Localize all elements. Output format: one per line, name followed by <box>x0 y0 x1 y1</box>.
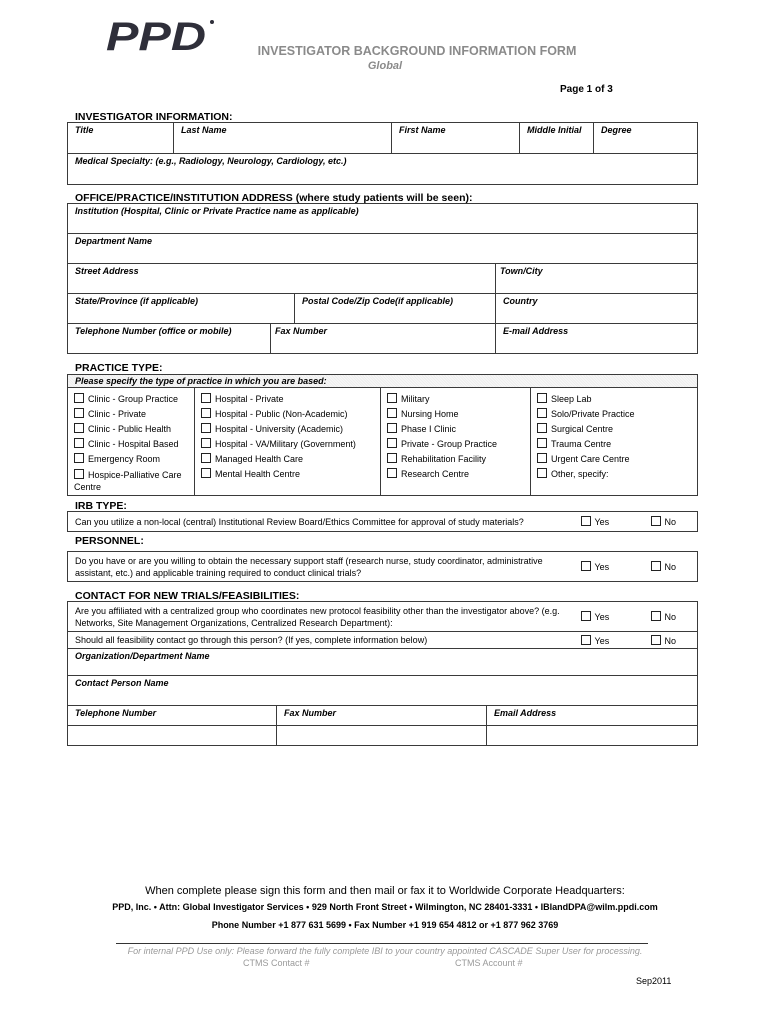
practice-option[interactable]: Sleep Lab <box>537 392 691 407</box>
ctms-contact-label: CTMS Contact # <box>243 958 310 968</box>
practice-option[interactable]: Emergency Room <box>74 452 188 467</box>
footer-phones: Phone Number +1 877 631 5699 • Fax Number +1 919 654 4812 or +1 877 962 3769 <box>211 920 559 930</box>
checkbox[interactable] <box>387 393 397 403</box>
checkbox[interactable] <box>201 453 211 463</box>
practice-option[interactable]: Private - Group Practice <box>387 437 524 452</box>
checkbox[interactable] <box>387 423 397 433</box>
practice-option[interactable]: Military <box>387 392 524 407</box>
practice-option[interactable]: Nursing Home <box>387 407 524 422</box>
checkbox[interactable] <box>74 453 84 463</box>
investigator-heading: INVESTIGATOR INFORMATION: <box>75 111 233 123</box>
practice-option[interactable]: Phase I Clinic <box>387 422 524 437</box>
page-number: Page 1 of 3 <box>560 84 613 95</box>
contact-table <box>67 601 698 746</box>
irb-table <box>67 511 698 532</box>
ctms-account-label: CTMS Account # <box>455 958 523 968</box>
checkbox[interactable] <box>387 438 397 448</box>
checkbox[interactable] <box>537 423 547 433</box>
svg-text:PPD: PPD <box>106 17 206 53</box>
irb-question: Can you utilize a non-local (central) Institutional Review Board/Ethics Committee for approval of study materials? <box>68 512 574 532</box>
feasibility-question-1: Are you affiliated with a centralized group who coordinates new protocol feasibility other than the investigator above? (e.g. Networks, Site Management Organizations, Centralized Research Department): <box>68 602 574 632</box>
address-heading: OFFICE/PRACTICE/INSTITUTION ADDRESS (where study patients will be seen): <box>75 192 473 204</box>
irb-yes-option[interactable]: Yes <box>574 512 644 532</box>
contact-telephone-label: Telephone Number <box>68 706 277 726</box>
checkbox[interactable] <box>387 453 397 463</box>
postal-code-field[interactable]: Postal Code/Zip Code(if applicable) <box>295 294 496 324</box>
internal-use-note: For internal PPD Use only: Please forward the fully complete IBI to your country appointed CASCADE Super User for processing. <box>127 946 643 956</box>
practice-option[interactable]: Other, specify: <box>537 467 691 482</box>
practice-option[interactable]: Clinic - Group Practice <box>74 392 188 407</box>
checkbox[interactable] <box>74 438 84 448</box>
contact-fax-input[interactable] <box>277 726 487 746</box>
practice-option[interactable]: Hospital - Private <box>201 392 374 407</box>
investigator-table <box>67 122 698 185</box>
irb-heading: IRB TYPE: <box>75 500 127 512</box>
practice-type-heading: PRACTICE TYPE: <box>75 362 163 374</box>
checkbox[interactable] <box>581 516 591 526</box>
checkbox[interactable] <box>74 423 84 433</box>
q1-yes-option[interactable]: Yes <box>574 602 644 632</box>
checkbox[interactable] <box>537 438 547 448</box>
practice-option[interactable]: Managed Health Care <box>201 452 374 467</box>
practice-option[interactable]: Hospice-Palliative Care Centre <box>74 470 182 492</box>
checkbox[interactable] <box>537 453 547 463</box>
checkbox[interactable] <box>201 408 211 418</box>
organization-field[interactable]: Organization/Department Name <box>68 649 698 676</box>
checkbox[interactable] <box>201 438 211 448</box>
form-title: INVESTIGATOR BACKGROUND INFORMATION FORM <box>257 44 577 58</box>
checkbox[interactable] <box>537 408 547 418</box>
checkbox[interactable] <box>387 408 397 418</box>
first-name-field[interactable]: First Name <box>392 123 520 154</box>
practice-option[interactable]: Surgical Centre <box>537 422 691 437</box>
checkbox[interactable] <box>581 635 591 645</box>
checkbox[interactable] <box>581 561 591 571</box>
practice-column-4 <box>531 388 698 496</box>
checkbox[interactable] <box>581 611 591 621</box>
checkbox[interactable] <box>201 468 211 478</box>
practice-column-3 <box>381 388 531 496</box>
personnel-no-option[interactable]: No <box>644 552 698 582</box>
checkbox[interactable] <box>201 423 211 433</box>
checkbox[interactable] <box>387 468 397 478</box>
personnel-question: Do you have or are you willing to obtain the necessary support staff (research nurse, study coordinator, administrative assistant, etc.) and applicable training required to conduct clinical trials? <box>68 552 574 582</box>
checkbox[interactable] <box>74 393 84 403</box>
degree-field[interactable]: Degree <box>594 123 698 154</box>
checkbox[interactable] <box>74 469 84 479</box>
email-field[interactable]: E-mail Address <box>496 324 698 354</box>
checkbox[interactable] <box>201 393 211 403</box>
contact-heading: CONTACT FOR NEW TRIALS/FEASIBILITIES: <box>75 590 300 602</box>
ppd-logo <box>106 17 216 53</box>
practice-type-table <box>67 374 698 496</box>
revision-date: Sep2011 <box>636 976 672 986</box>
personnel-table <box>67 551 698 582</box>
contact-email-label: Email Address <box>487 706 698 726</box>
middle-initial-field[interactable]: Middle Initial <box>520 123 594 154</box>
q1-no-option[interactable]: No <box>644 602 698 632</box>
fax-field[interactable]: Fax Number <box>271 324 496 354</box>
q2-yes-option[interactable]: Yes <box>574 632 644 649</box>
telephone-field[interactable]: Telephone Number (office or mobile) <box>68 324 271 354</box>
irb-no-option[interactable]: No <box>644 512 698 532</box>
footer-address: PPD, Inc. • Attn: Global Investigator Services • 929 North Front Street • Wilmington, NC 28401-3331 • IBlandDPA@wilm.ppdi.com <box>112 902 658 912</box>
practice-option[interactable]: Rehabilitation Facility <box>387 452 524 467</box>
contact-person-field[interactable]: Contact Person Name <box>68 676 698 706</box>
practice-option[interactable]: Hospital - Public (Non-Academic) <box>201 407 374 422</box>
street-address-field[interactable]: Street Address <box>68 264 496 294</box>
practice-option[interactable]: Mental Health Centre <box>201 467 374 482</box>
checkbox[interactable] <box>651 611 661 621</box>
practice-option[interactable]: Clinic - Public Health <box>74 422 188 437</box>
contact-email-input[interactable] <box>487 726 698 746</box>
practice-option[interactable]: Solo/Private Practice <box>537 407 691 422</box>
checkbox[interactable] <box>651 635 661 645</box>
institution-field[interactable]: Institution (Hospital, Clinic or Private Practice name as applicable) <box>68 204 698 234</box>
checkbox[interactable] <box>651 516 661 526</box>
personnel-heading: PERSONNEL: <box>75 535 144 547</box>
checkbox[interactable] <box>651 561 661 571</box>
last-name-field[interactable]: Last Name <box>174 123 392 154</box>
practice-option[interactable]: Urgent Care Centre <box>537 452 691 467</box>
address-table <box>67 203 698 354</box>
checkbox[interactable] <box>537 468 547 478</box>
title-field[interactable]: Title <box>68 123 174 154</box>
medical-specialty-field[interactable]: Medical Specialty: (e.g., Radiology, Neurology, Cardiology, etc.) <box>68 154 698 185</box>
practice-option[interactable]: Hospital - VA/Military (Government) <box>201 437 374 452</box>
department-field[interactable]: Department Name <box>68 234 698 264</box>
practice-instruction: Please specify the type of practice in which you are based: <box>68 375 698 388</box>
checkbox[interactable] <box>537 393 547 403</box>
footer-instruction: When complete please sign this form and then mail or fax it to Worldwide Corporate Headquarters: <box>145 885 625 897</box>
practice-option[interactable]: Clinic - Private <box>74 407 188 422</box>
state-field[interactable]: State/Province (if applicable) <box>68 294 295 324</box>
q2-no-option[interactable]: No <box>644 632 698 649</box>
town-city-field[interactable]: Town/City <box>496 264 698 294</box>
divider <box>116 943 648 944</box>
practice-option[interactable]: Research Centre <box>387 467 524 482</box>
country-field[interactable]: Country <box>496 294 698 324</box>
practice-option[interactable]: Clinic - Hospital Based <box>74 437 188 452</box>
practice-column-1 <box>68 388 195 496</box>
personnel-yes-option[interactable]: Yes <box>574 552 644 582</box>
practice-option[interactable]: Hospital - University (Academic) <box>201 422 374 437</box>
form-subtitle: Global <box>367 60 403 72</box>
contact-fax-label: Fax Number <box>277 706 487 726</box>
checkbox[interactable] <box>74 408 84 418</box>
practice-option[interactable]: Trauma Centre <box>537 437 691 452</box>
feasibility-question-2: Should all feasibility contact go through this person? (If yes, complete information below) <box>68 632 574 649</box>
contact-telephone-input[interactable] <box>68 726 277 746</box>
practice-column-2 <box>195 388 381 496</box>
